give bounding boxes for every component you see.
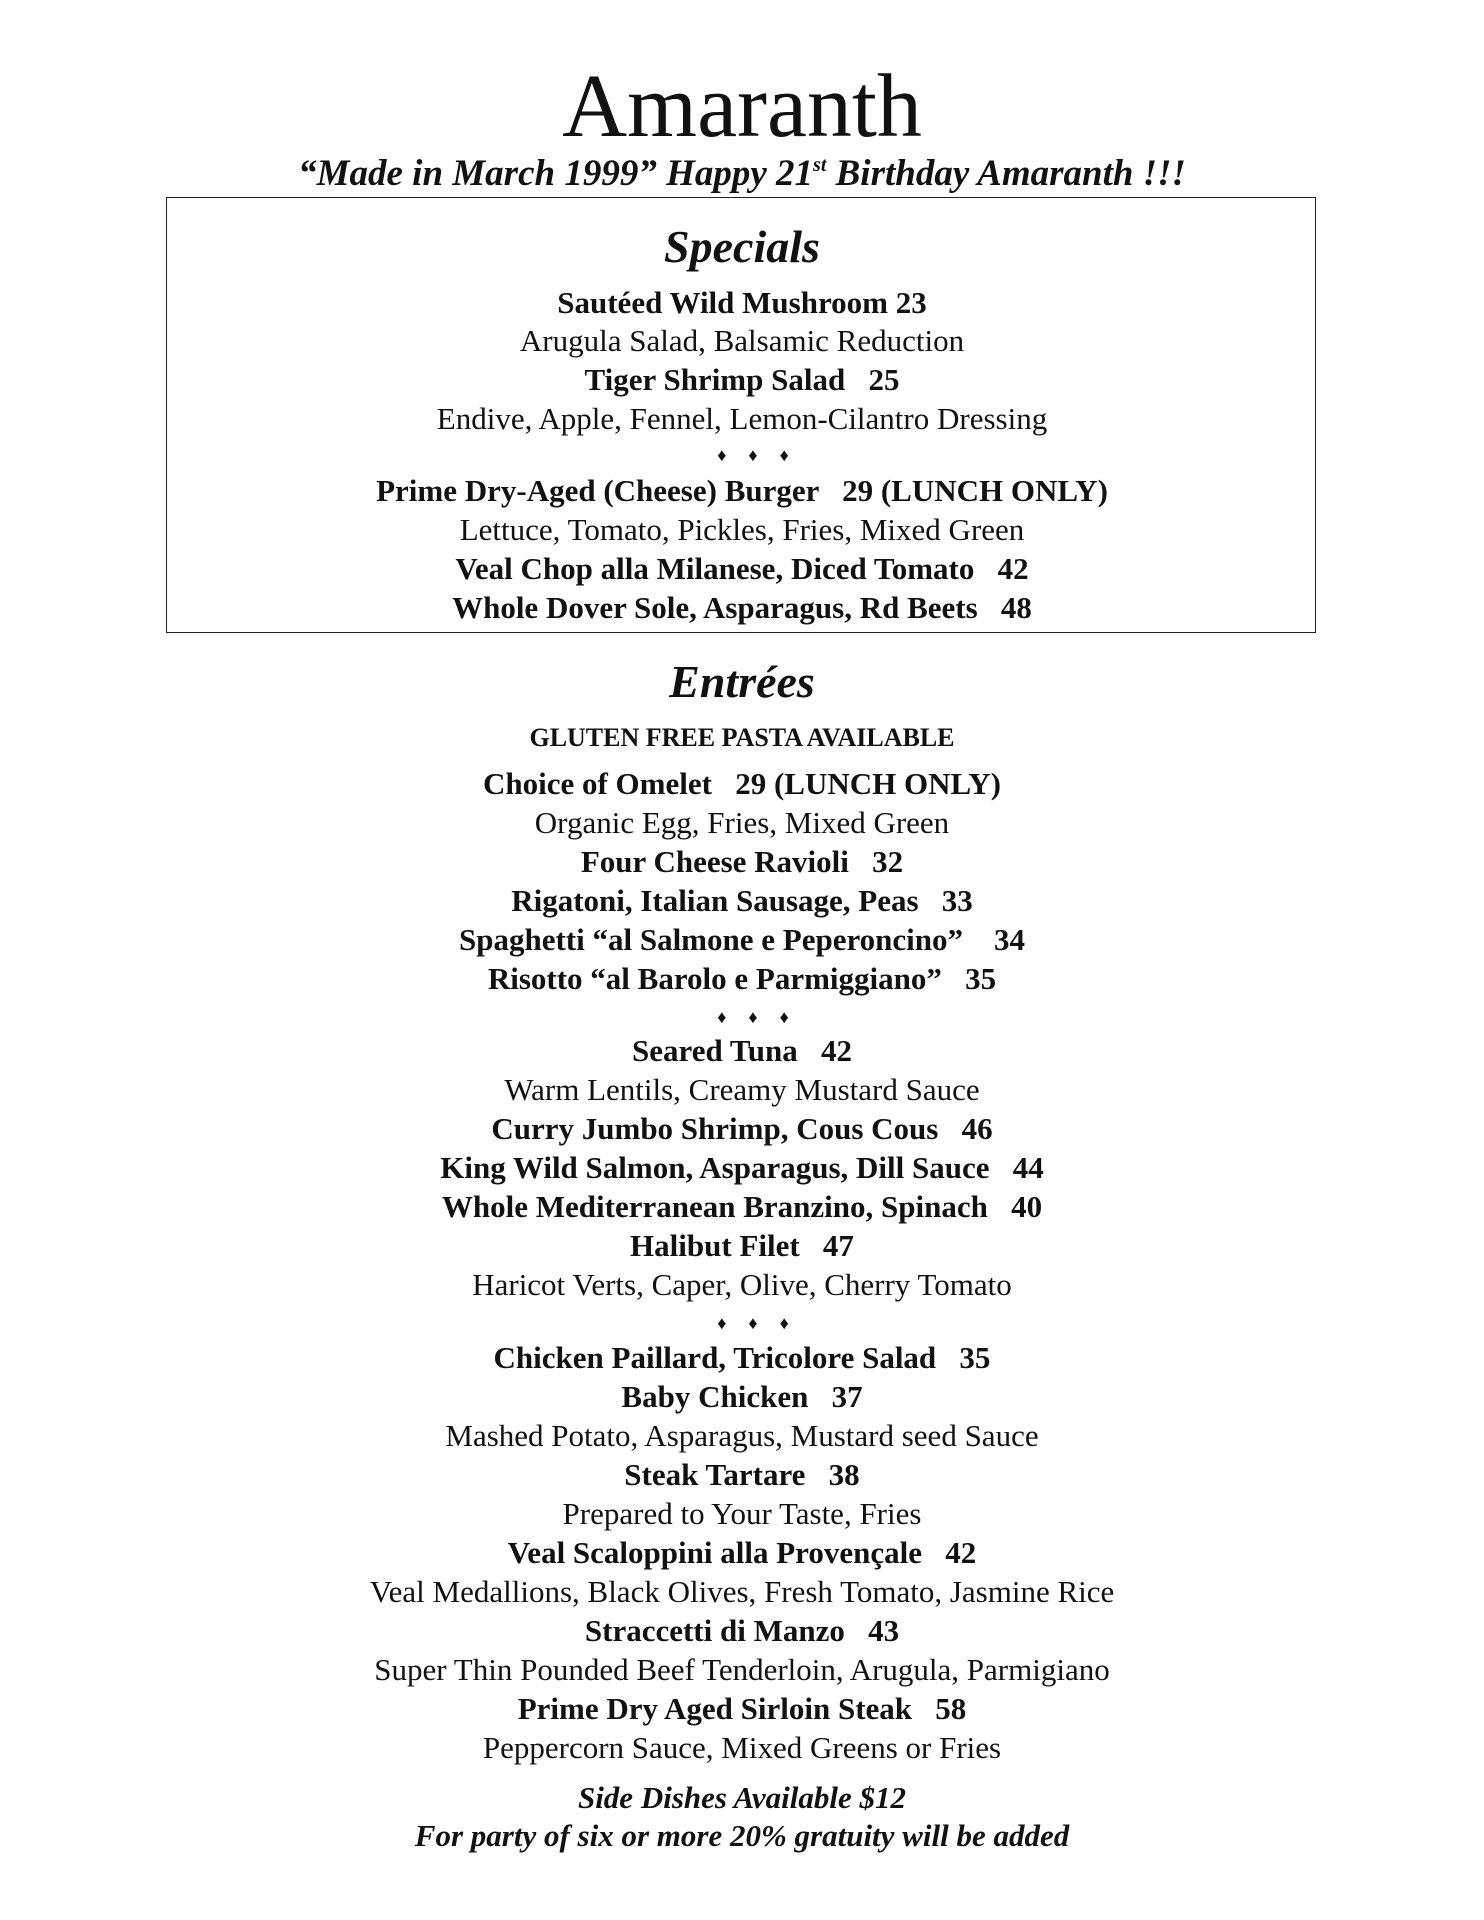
menu-item-description: Veal Medallions, Black Olives, Fresh Tomato, Jasmine Rice — [369, 1574, 1115, 1609]
menu-item-name: Veal Chop alla Milanese, Diced Tomato 42 — [455, 551, 1029, 586]
menu-item-description: Prepared to Your Taste, Fries — [562, 1496, 922, 1531]
menu-item-name: Prime Dry Aged Sirloin Steak 58 — [517, 1691, 967, 1726]
menu-item-description: Arugula Salad, Balsamic Reduction — [519, 323, 965, 358]
gratuity-note: For party of six or more 20% gratuity will be added — [414, 1818, 1070, 1853]
menu-item-name: Steak Tartare 38 — [624, 1457, 860, 1492]
tagline — [0, 152, 1484, 196]
diamond-divider: ♦♦♦ — [717, 445, 811, 465]
menu-item-description: Mashed Potato, Asparagus, Mustard seed Sauce — [445, 1418, 1039, 1453]
menu-item-name: Veal Scaloppini alla Provençale 42 — [507, 1535, 977, 1570]
diamond-divider: ♦♦♦ — [717, 1313, 811, 1333]
side-dishes-note: Side Dishes Available $12 — [577, 1780, 907, 1815]
menu-item-name: Prime Dry-Aged (Cheese) Burger 29 (LUNCH ONLY) — [376, 473, 1108, 508]
menu-item-description: Endive, Apple, Fennel, Lemon-Cilantro Dressing — [436, 401, 1048, 436]
menu-item-description: Super Thin Pounded Beef Tenderloin, Arugula, Parmigiano — [374, 1652, 1110, 1687]
tagline-ordinal: st — [813, 154, 827, 176]
gluten-free-note: GLUTEN FREE PASTA AVAILABLE — [529, 723, 955, 752]
entrees-heading: Entrées — [669, 656, 815, 707]
menu-item-description: Peppercorn Sauce, Mixed Greens or Fries — [482, 1730, 1002, 1765]
menu-item-name: Chicken Paillard, Tricolore Salad 35 — [493, 1340, 991, 1375]
specials-heading: Specials — [664, 221, 820, 272]
tagline-post: Birthday Amaranth !!! — [826, 153, 1186, 194]
menu-item-name: King Wild Salmon, Asparagus, Dill Sauce 44 — [440, 1150, 1044, 1185]
menu-item-name: Rigatoni, Italian Sausage, Peas 33 — [511, 883, 973, 918]
menu-item-name: Spaghetti “al Salmone e Peperoncino” 34 — [458, 922, 1026, 957]
tagline-pre: “Made in March 1999” Happy 21 — [298, 153, 814, 194]
menu-item-name: Baby Chicken 37 — [621, 1379, 863, 1414]
menu-item-name: Choice of Omelet 29 (LUNCH ONLY) — [482, 766, 1002, 801]
menu-item-name: Curry Jumbo Shrimp, Cous Cous 46 — [491, 1111, 993, 1146]
menu-item-description: Haricot Verts, Caper, Olive, Cherry Tomato — [472, 1267, 1012, 1302]
menu-item-name: Whole Dover Sole, Asparagus, Rd Beets 48 — [452, 590, 1032, 625]
menu-item-name: Sautéed Wild Mushroom 23 — [557, 285, 927, 320]
menu-item-description: Organic Egg, Fries, Mixed Green — [534, 805, 950, 840]
menu-item-name: Straccetti di Manzo 43 — [584, 1613, 900, 1648]
diamond-divider: ♦♦♦ — [717, 1007, 811, 1027]
menu-item-name: Halibut Filet 47 — [630, 1228, 854, 1263]
menu-item-description: Lettuce, Tomato, Pickles, Fries, Mixed Green — [459, 512, 1025, 547]
menu-item-description: Warm Lentils, Creamy Mustard Sauce — [504, 1072, 980, 1107]
menu-item-name: Seared Tuna 42 — [632, 1033, 852, 1068]
menu-item-name: Whole Mediterranean Branzino, Spinach 40 — [441, 1189, 1043, 1224]
menu-item-name: Risotto “al Barolo e Parmiggiano” 35 — [487, 961, 997, 996]
menu-item-name: Tiger Shrimp Salad 25 — [584, 362, 900, 397]
restaurant-name: Amaranth — [562, 57, 922, 156]
menu-item-name: Four Cheese Ravioli 32 — [580, 844, 904, 879]
